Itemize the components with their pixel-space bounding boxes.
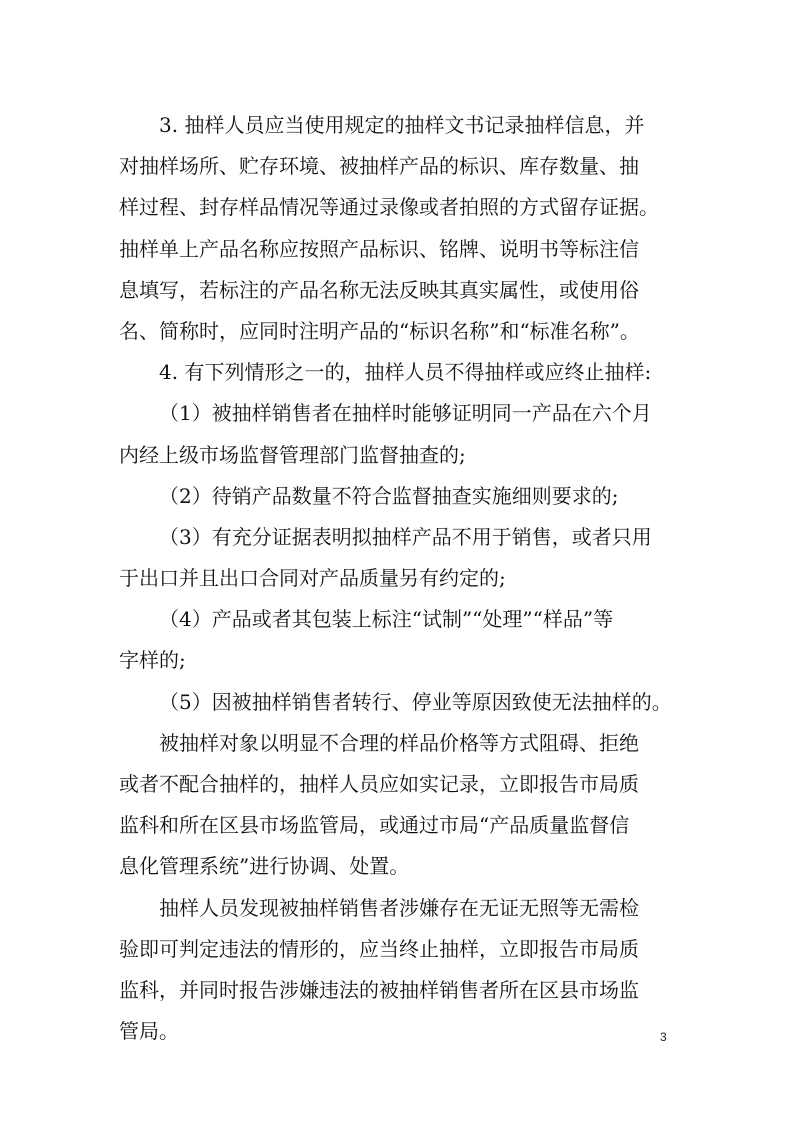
obstruction-paragraph-line-2: 或者不配合抽样的，抽样人员应如实记录，立即报告市局质 bbox=[119, 772, 639, 796]
item-1-line-1: （1）被抽样销售者在抽样时能够证明同一产品在六个月 bbox=[159, 401, 652, 426]
paragraph-3-line-2: 对抽样场所、贮存环境、被抽样产品的标识、库存数量、抽 bbox=[119, 154, 639, 179]
page-number: 3 bbox=[660, 1030, 667, 1044]
item-5: （5）因被抽样销售者转行、停业等原因致使无法抽样的。 bbox=[159, 689, 672, 714]
paragraph-3-line-1: 3. 抽样人员应当使用规定的抽样文书记录抽样信息，并 bbox=[159, 113, 645, 137]
paragraph-3-line-4: 抽样单上产品名称应按照产品标识、铭牌、说明书等标注信 bbox=[119, 236, 639, 261]
obstruction-paragraph-line-4: 息化管理系统”进行协调、处置。 bbox=[119, 854, 410, 879]
illegal-situation-paragraph-line-4: 管局。 bbox=[119, 1019, 179, 1044]
item-1-line-2: 内经上级市场监督管理部门监督抽查的; bbox=[119, 442, 466, 467]
paragraph-3-line-6: 名、简称时，应同时注明产品的“标识名称”和“标准名称”。 bbox=[119, 318, 640, 343]
document-body bbox=[119, 105, 679, 1052]
item-3-line-2: 于出口并且出口合同对产品质量另有约定的; bbox=[119, 566, 506, 591]
obstruction-paragraph-line-3: 监科和所在区县市场监管局，或通过市局“产品质量监督信 bbox=[119, 813, 630, 838]
item-3-line-1: （3）有充分证据表明拟抽样产品不用于销售，或者只用 bbox=[159, 524, 652, 549]
obstruction-paragraph-line-1: 被抽样对象以明显不合理的样品价格等方式阻碍、拒绝 bbox=[159, 730, 639, 755]
paragraph-3-line-3: 样过程、封存样品情况等通过录像或者拍照的方式留存证据。 bbox=[119, 195, 659, 220]
item-2: （2）待销产品数量不符合监督抽查实施细则要求的; bbox=[159, 483, 619, 508]
paragraph-3-line-5: 息填写，若标注的产品名称无法反映其真实属性，或使用俗 bbox=[119, 277, 639, 302]
illegal-situation-paragraph-line-3: 监科，并同时报告涉嫌违法的被抽样销售者所在区县市场监 bbox=[119, 977, 639, 1002]
item-4-line-2: 字样的; bbox=[119, 648, 186, 673]
illegal-situation-paragraph-line-1: 抽样人员发现被抽样销售者涉嫌存在无证无照等无需检 bbox=[159, 895, 639, 920]
illegal-situation-paragraph-line-2: 验即可判定违法的情形的，应当终止抽样，立即报告市局质 bbox=[119, 936, 639, 961]
paragraph-4-heading: 4. 有下列情形之一的，抽样人员不得抽样或应终止抽样: bbox=[159, 360, 652, 385]
item-4-line-1: （4）产品或者其包装上标注“试制”“处理”“样品”等 bbox=[159, 607, 614, 632]
